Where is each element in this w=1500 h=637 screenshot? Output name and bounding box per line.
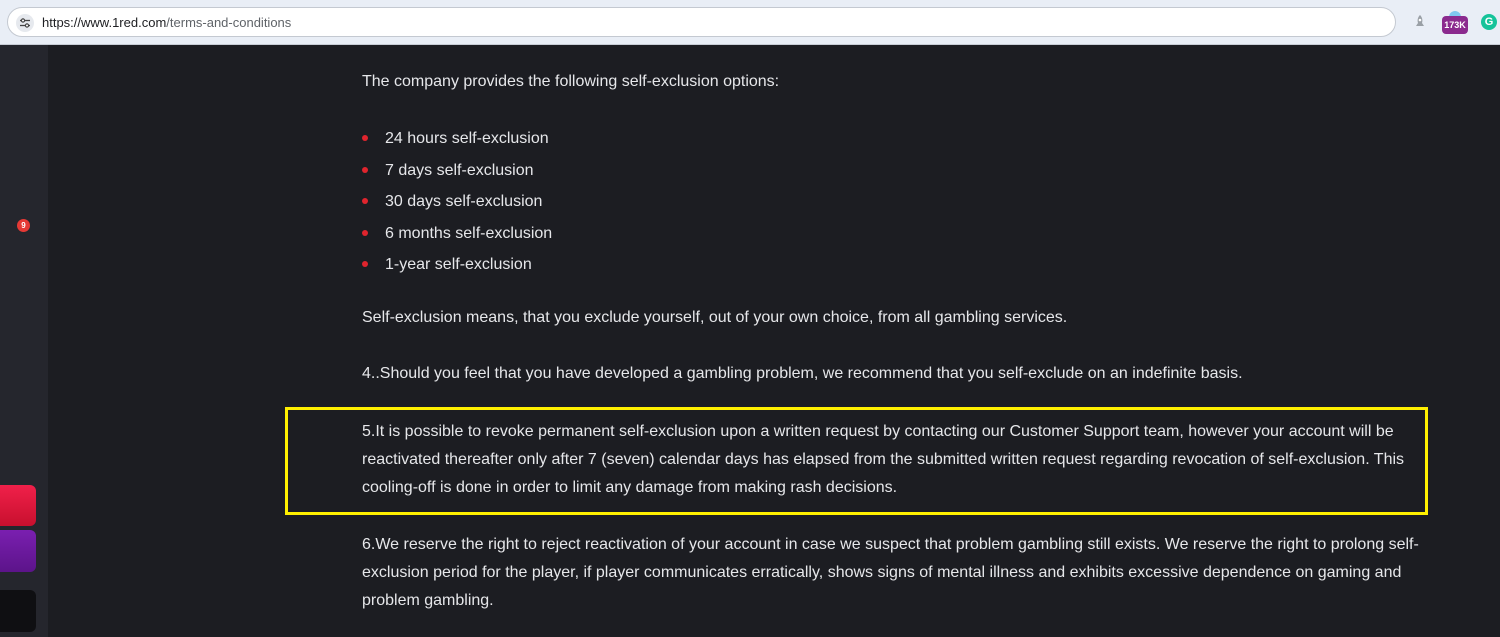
address-bar[interactable] — [7, 7, 1396, 37]
extension-icon[interactable] — [1413, 14, 1427, 28]
extension-badge[interactable]: 173K — [1442, 16, 1468, 34]
option-label: 7 days self-exclusion — [385, 161, 534, 179]
sidebar-button-dark[interactable] — [0, 590, 36, 632]
terms-content — [48, 45, 1500, 637]
url-text[interactable] — [42, 15, 291, 30]
point-5-paragraph: 5.It is possible to revoke permanent self-exclusion upon a written request by contacting our Customer Support team, however your account will be reactivated thereafter only after 7 (seven) calendar days has elapsed from the submitted written request regarding revocation of self-exclusion. This cooling-off is done in order to limit any damage from making rash decisions. — [362, 423, 1405, 496]
grammarly-icon[interactable]: G — [1481, 14, 1497, 30]
bullet-icon — [362, 167, 368, 173]
bullet-icon — [362, 261, 368, 267]
option-label: 6 months self-exclusion — [385, 224, 553, 242]
url-host: https://www.1red.com — [42, 15, 167, 30]
notification-badge[interactable]: 9 — [17, 219, 30, 232]
list-item — [362, 157, 552, 189]
list-item — [362, 188, 552, 220]
list-item — [362, 220, 552, 252]
sidebar-button-purple[interactable] — [0, 530, 36, 572]
self-exclusion-options-list — [362, 125, 552, 283]
list-item — [362, 125, 552, 157]
list-item — [362, 251, 552, 283]
bullet-icon — [362, 230, 368, 236]
option-label: 1-year self-exclusion — [385, 256, 532, 274]
option-label: 30 days self-exclusion — [385, 193, 543, 211]
browser-toolbar — [0, 0, 1500, 45]
option-label: 24 hours self-exclusion — [385, 130, 549, 147]
sidebar-button-red[interactable] — [0, 485, 36, 526]
bullet-icon — [362, 135, 368, 141]
bullet-icon — [362, 198, 368, 204]
highlight-box — [285, 407, 1428, 515]
point-4-paragraph: 4..Should you feel that you have developed a gambling problem, we recommend that you self-exclude on an indefinite basis. — [362, 365, 1243, 382]
site-info-icon[interactable] — [16, 14, 34, 32]
sidebar — [0, 45, 48, 637]
self-exclusion-definition: Self-exclusion means, that you exclude yourself, out of your own choice, from all gambling services. — [362, 309, 1068, 326]
url-path: /terms-and-conditions — [166, 15, 292, 30]
point-6-paragraph: 6.We reserve the right to reject reactivation of your account in case we suspect that problem gambling still exists. We reserve the right to prolong self-exclusion period for the player, if player communicates erratically, shows signs of mental illness and exhibits excessive dependence on gaming and problem gambling. — [362, 536, 1419, 609]
self-exclusion-intro: The company provides the following self-exclusion options: — [362, 73, 780, 90]
